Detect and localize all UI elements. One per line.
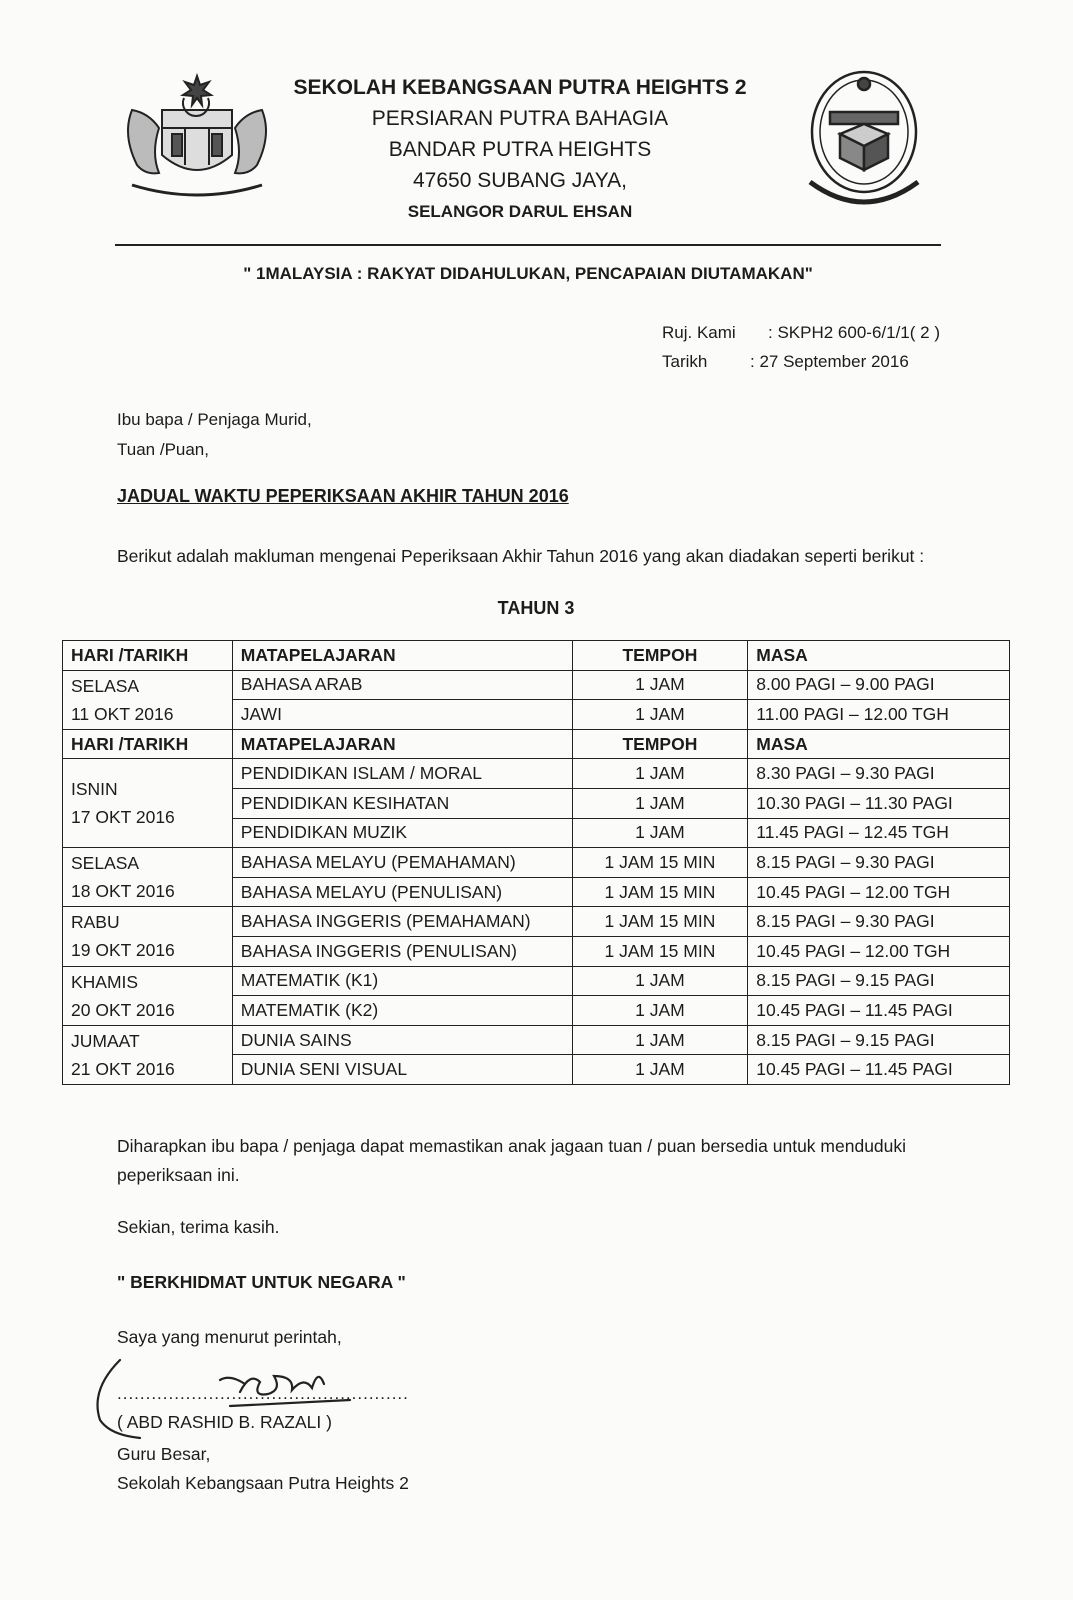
duration-cell: 1 JAM	[572, 1055, 748, 1085]
duration-cell: 1 JAM	[572, 700, 748, 730]
subject-cell: JAWI	[232, 700, 572, 730]
table-row	[63, 1025, 1010, 1055]
table-header-row	[63, 641, 1010, 671]
header-divider	[115, 244, 941, 246]
signature-dotted-line: ...................................................	[117, 1384, 409, 1403]
duration-cell: 1 JAM 15 MIN	[572, 877, 748, 907]
signatory-name: ( ABD RASHID B. RAZALI )	[117, 1412, 332, 1432]
day-label: ISNIN	[71, 779, 118, 800]
table-header-cell: MASA	[748, 641, 1010, 671]
table-row	[63, 670, 1010, 700]
subject-cell: BAHASA MELAYU (PENULISAN)	[232, 877, 572, 907]
time-cell: 11.00 PAGI – 12.00 TGH	[748, 700, 1010, 730]
closing-paragraph: Diharapkan ibu bapa / penjaga dapat memastikan anak jagaan tuan / puan bersedia untuk menduduki peperiksaan ini.	[117, 1136, 907, 1185]
subject-cell: BAHASA MELAYU (PEMAHAMAN)	[232, 848, 572, 878]
year-heading: TAHUN 3	[497, 598, 575, 618]
date-label: 17 OKT 2016	[71, 807, 175, 828]
table-header-cell: MATAPELAJARAN	[232, 729, 572, 759]
intro-paragraph: Berikut adalah makluman mengenai Peperiksaan Akhir Tahun 2016 yang akan diadakan seperti berikut :	[117, 546, 925, 566]
address-line-1: PERSIARAN PUTRA BAHAGIA	[371, 107, 669, 130]
table-row	[63, 759, 1010, 789]
subject-cell: BAHASA INGGERIS (PENULISAN)	[232, 936, 572, 966]
duration-cell: 1 JAM	[572, 1025, 748, 1055]
day-date-cell	[63, 670, 233, 729]
date-label: 18 OKT 2016	[71, 881, 175, 902]
address-line-4: SELANGOR DARUL EHSAN	[407, 202, 633, 221]
subject-cell: PENDIDIKAN ISLAM / MORAL	[232, 759, 572, 789]
ref-value: : SKPH2 600-6/1/1( 2 )	[768, 323, 940, 342]
subject-cell: BAHASA INGGERIS (PEMAHAMAN)	[232, 907, 572, 937]
day-label: KHAMIS	[71, 971, 139, 992]
signatory-school: Sekolah Kebangsaan Putra Heights 2	[117, 1473, 409, 1493]
duration-cell: 1 JAM 15 MIN	[572, 848, 748, 878]
table-header-cell: HARI /TARIKH	[63, 729, 233, 759]
address-line-2: BANDAR PUTRA HEIGHTS	[388, 138, 652, 161]
time-cell: 10.45 PAGI – 11.45 PAGI	[748, 996, 1010, 1026]
date-label: 11 OKT 2016	[71, 703, 174, 724]
table-row	[63, 848, 1010, 878]
day-label: RABU	[71, 912, 120, 933]
duration-cell: 1 JAM 15 MIN	[572, 936, 748, 966]
time-cell: 8.30 PAGI – 9.30 PAGI	[748, 759, 1010, 789]
letter-subject: JADUAL WAKTU PEPERIKSAAN AKHIR TAHUN 2016	[117, 486, 569, 506]
time-cell: 10.45 PAGI – 11.45 PAGI	[748, 1055, 1010, 1085]
reference-block	[662, 318, 940, 376]
table-header-cell: TEMPOH	[572, 641, 748, 671]
thanks-line: Sekian, terima kasih.	[117, 1217, 280, 1237]
table-row	[63, 907, 1010, 937]
duration-cell: 1 JAM	[572, 788, 748, 818]
time-cell: 11.45 PAGI – 12.45 TGH	[748, 818, 1010, 848]
date-label: 21 OKT 2016	[71, 1058, 175, 1079]
date-label: Tarikh	[662, 352, 708, 371]
date-label: 20 OKT 2016	[71, 999, 175, 1020]
time-cell: 8.15 PAGI – 9.15 PAGI	[748, 966, 1010, 996]
school-address-block	[270, 72, 770, 227]
salutation-line-1: Ibu bapa / Penjaga Murid,	[117, 410, 312, 429]
duration-cell: 1 JAM	[572, 966, 748, 996]
time-cell: 8.15 PAGI – 9.30 PAGI	[748, 848, 1010, 878]
day-label: JUMAAT	[71, 1030, 140, 1051]
address-line-3: 47650 SUBANG JAYA,	[413, 169, 627, 192]
day-date-cell	[63, 966, 233, 1025]
table-row	[63, 966, 1010, 996]
time-cell: 8.15 PAGI – 9.15 PAGI	[748, 1025, 1010, 1055]
coat-of-arms-logo	[112, 70, 282, 210]
duration-cell: 1 JAM	[572, 996, 748, 1026]
time-cell: 8.15 PAGI – 9.30 PAGI	[748, 907, 1010, 937]
duration-cell: 1 JAM	[572, 670, 748, 700]
school-name: SEKOLAH KEBANGSAAN PUTRA HEIGHTS 2	[293, 76, 747, 99]
date-label: 19 OKT 2016	[71, 940, 175, 961]
day-date-cell	[63, 907, 233, 966]
school-badge-logo	[800, 64, 928, 214]
signatory-title: Guru Besar,	[117, 1444, 211, 1464]
salutation	[117, 405, 312, 465]
subject-cell: MATEMATIK (K1)	[232, 966, 572, 996]
subject-cell: DUNIA SAINS	[232, 1025, 572, 1055]
table-header-cell: MATAPELAJARAN	[232, 641, 572, 671]
subject-cell: PENDIDIKAN KESIHATAN	[232, 788, 572, 818]
table-header-row	[63, 729, 1010, 759]
time-cell: 8.00 PAGI – 9.00 PAGI	[748, 670, 1010, 700]
ref-label: Ruj. Kami	[662, 323, 736, 342]
day-date-cell	[63, 1025, 233, 1084]
subject-cell: BAHASA ARAB	[232, 670, 572, 700]
duration-cell: 1 JAM 15 MIN	[572, 907, 748, 937]
day-date-cell	[63, 848, 233, 907]
time-cell: 10.45 PAGI – 12.00 TGH	[748, 877, 1010, 907]
day-label: SELASA	[71, 853, 140, 874]
duration-cell: 1 JAM	[572, 818, 748, 848]
salutation-line-2: Tuan /Puan,	[117, 440, 209, 459]
duration-cell: 1 JAM	[572, 759, 748, 789]
subject-cell: PENDIDIKAN MUZIK	[232, 818, 572, 848]
day-date-cell	[63, 759, 233, 848]
table-header-cell: HARI /TARIKH	[63, 641, 233, 671]
day-label: SELASA	[71, 675, 140, 696]
subject-cell: DUNIA SENI VISUAL	[232, 1055, 572, 1085]
table-header-cell: TEMPOH	[572, 729, 748, 759]
table-header-cell: MASA	[748, 729, 1010, 759]
motto: " 1MALAYSIA : RAKYAT DIDAHULUKAN, PENCAPAIAN DIUTAMAKAN"	[243, 264, 813, 283]
date-value: : 27 September 2016	[750, 352, 909, 371]
order-line: Saya yang menurut perintah,	[117, 1327, 342, 1347]
signatory-details	[117, 1440, 409, 1498]
time-cell: 10.45 PAGI – 12.00 TGH	[748, 936, 1010, 966]
subject-cell: MATEMATIK (K2)	[232, 996, 572, 1026]
slogan: " BERKHIDMAT UNTUK NEGARA "	[117, 1272, 406, 1292]
time-cell: 10.30 PAGI – 11.30 PAGI	[748, 788, 1010, 818]
exam-timetable	[62, 640, 1010, 1085]
